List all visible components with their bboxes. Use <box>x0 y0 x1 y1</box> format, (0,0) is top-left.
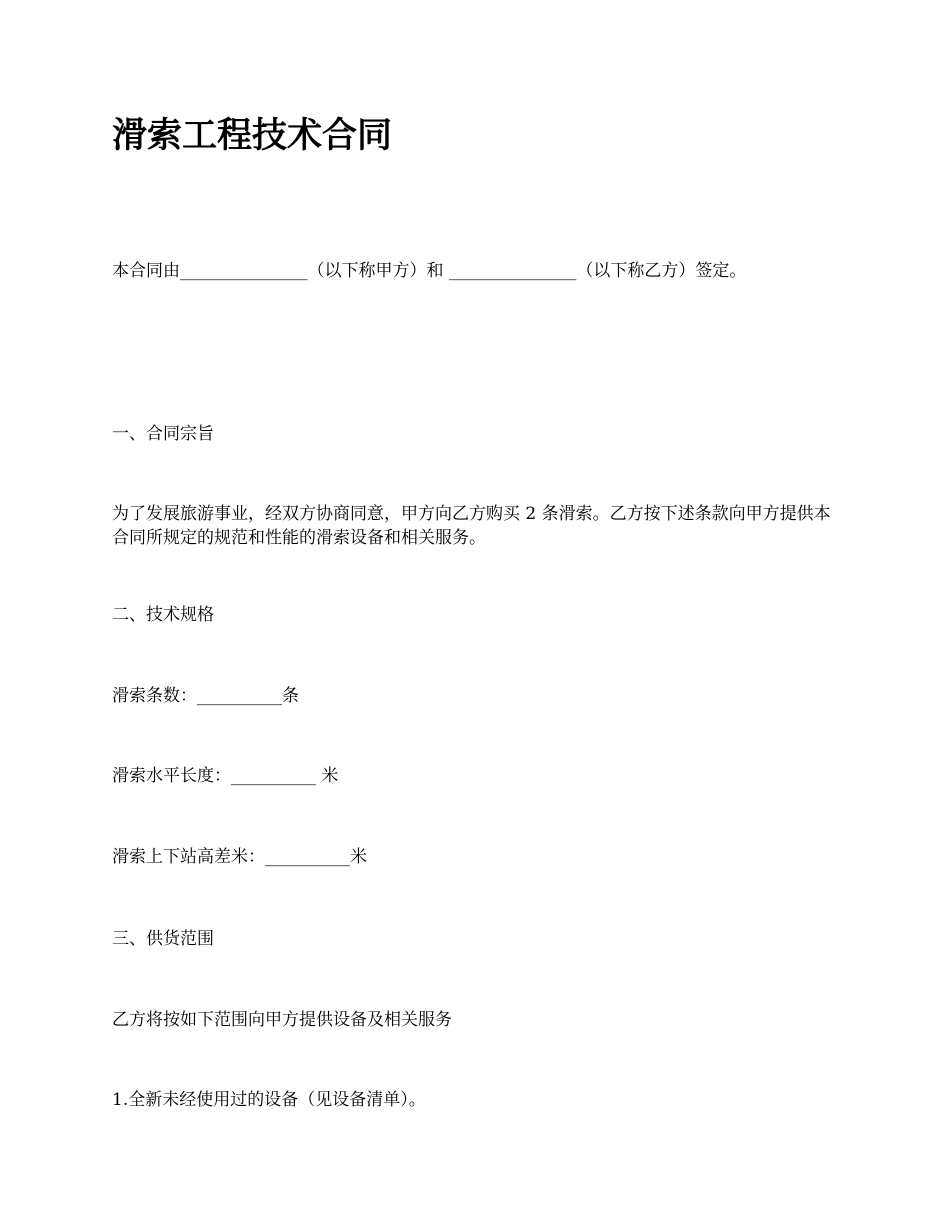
intro-paragraph: 本合同由_______________（以下称甲方）和 _______________（以下称乙方）签定。 <box>112 261 747 281</box>
section-2-heading: 二、技术规格 <box>112 605 214 625</box>
spec-height-difference: 滑索上下站高差米：__________米 <box>112 847 367 867</box>
section-1-heading: 一、合同宗旨 <box>112 424 214 444</box>
section-3-body: 乙方将按如下范围向甲方提供设备及相关服务 <box>112 1010 452 1030</box>
section-3-heading: 三、供货范围 <box>112 929 214 949</box>
spec-cable-count: 滑索条数：__________条 <box>112 686 299 706</box>
document-title: 滑索工程技术合同 <box>112 115 393 156</box>
list-item: 1.全新未经使用过的设备（见设备清单）。 <box>112 1090 426 1110</box>
section-1-body: 为了发展旅游事业，经双方协商同意，甲方向乙方购买 2 条滑索。乙方按下述条款向甲方提供本合同所规定的规范和性能的滑索设备和相关服务。 <box>112 504 831 548</box>
spec-horizontal-length: 滑索水平长度：__________ 米 <box>112 766 339 786</box>
